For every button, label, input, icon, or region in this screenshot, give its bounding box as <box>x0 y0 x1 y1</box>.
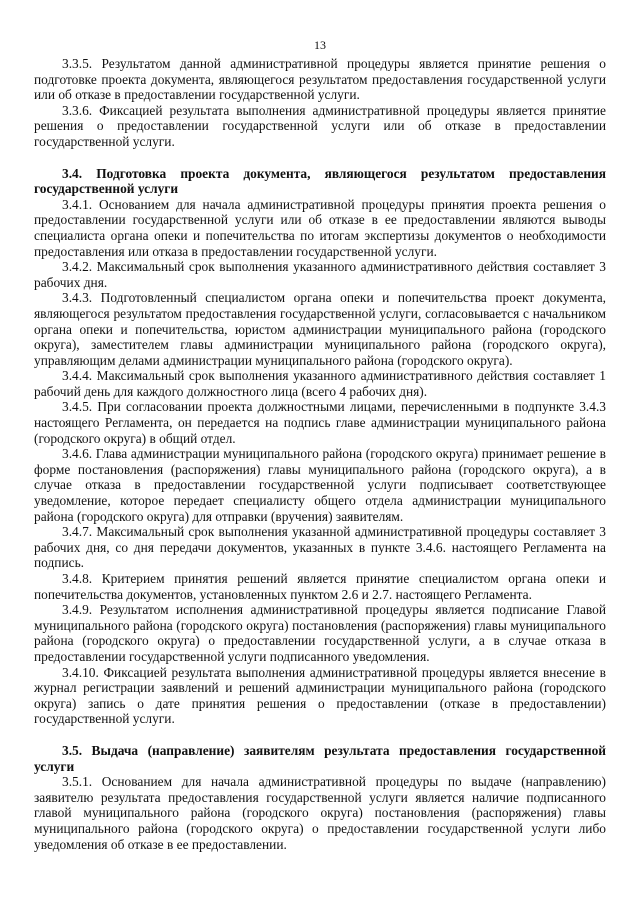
paragraph: 3.3.5. Результатом данной административной процедуры является принятие решения о подготовке проекта документа, являющегося результатом предоставления государственной услуги или об отказе в предоставлении государственной услуги. <box>34 56 606 103</box>
document-body <box>34 56 606 852</box>
section-gap <box>34 727 606 743</box>
paragraph: 3.4.3. Подготовленный специалистом органа опеки и попечительства проект документа, являющегося результатом предоставления государственной услуги, согласовывается с начальником органа опеки и попечительства, юристом администрации муниципального района (городского округа), заместителем главы администрации муниципального района (городского округа), управляющим делами администрации муниципального района (городского округа). <box>34 290 606 368</box>
paragraph: 3.4.7. Максимальный срок выполнения указанной административной процедуры составляет 3 рабочих дня, со дня передачи документов, указанных в пункте 3.4.6. настоящего Регламента на подпись. <box>34 524 606 571</box>
paragraph: 3.4.10. Фиксацией результата выполнения административной процедуры является внесение в журнал регистрации заявлений и решений администрации муниципального района (городского округа) запись о дате принятия решения о предоставлении (отказе в предоставлении) государственной услуги. <box>34 664 606 727</box>
page-number: 13 <box>314 38 326 52</box>
paragraph: 3.4.6. Глава администрации муниципального района (городского округа) принимает решение в форме постановления (распоряжения) главы муниципального района (городского округа), а в случае отказа в предоставлении государственной услуги подписывает соответствующее уведомление, которое передает специалисту общего отдела администрации муниципального района (городского округа) для отправки (вручения) заявителям. <box>34 446 606 524</box>
section-heading: 3.4. Подготовка проекта документа, являющегося результатом предоставления государственной услуги <box>34 165 606 197</box>
paragraph: 3.4.5. При согласовании проекта должностными лицами, перечисленными в подпункте 3.4.3 настоящего Регламента, он передается на подпись главе администрации муниципального района (городского округа) в общий отдел. <box>34 399 606 446</box>
paragraph: 3.4.1. Основанием для начала административной процедуры принятия проекта решения о предоставлении государственной услуги или об отказе в ее предоставлении являются выводы специалиста органа опеки и попечительства по итогам экспертизы документов о необходимости предоставления или отказа в предоставлении государственной услуги. <box>34 196 606 259</box>
section-heading: 3.5. Выдача (направление) заявителям результата предоставления государственной услуги <box>34 742 606 774</box>
section-gap <box>34 150 606 166</box>
paragraph: 3.4.9. Результатом исполнения административной процедуры является подписание Главой муниципального района (городского округа) постановления (распоряжения) главы муниципального района (городского округа) о предоставлении государственной услуги, а в случае отказа в предоставлении государственной услуги подписанного уведомления. <box>34 602 606 664</box>
paragraph: 3.4.8. Критерием принятия решений является принятие специалистом органа опеки и попечительства документов, установленных пунктом 2.6 и 2.7. настоящего Регламента. <box>34 571 606 602</box>
paragraph: 3.4.2. Максимальный срок выполнения указанного административного действия составляет 3 рабочих дня. <box>34 259 606 290</box>
paragraph: 3.5.1. Основанием для начала административной процедуры по выдаче (направлению) заявителю результата предоставления государственной услуги является наличие подписанного главой муниципального района (городского округа) постановления (распоряжения) главы муниципального района (городского округа) о предоставлении государственной услуги либо уведомления об отказе в ее предоставлении. <box>34 774 606 852</box>
paragraph: 3.3.6. Фиксацией результата выполнения административной процедуры является принятие решения о предоставлении государственной услуги или об отказе в предоставлении государственной услуги. <box>34 102 606 149</box>
paragraph: 3.4.4. Максимальный срок выполнения указанного административного действия составляет 1 рабочий день для каждого должностного лица (всего 4 рабочих дня). <box>34 368 606 399</box>
